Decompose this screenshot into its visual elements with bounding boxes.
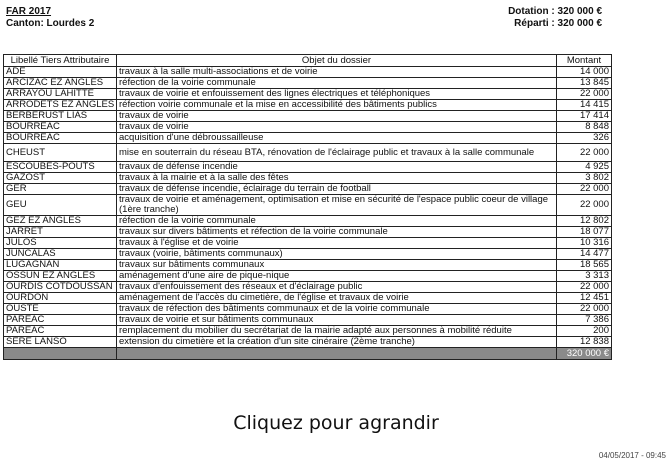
dotation-value: Dotation : 320 000 €: [508, 6, 602, 17]
total-amount: 320 000 €: [557, 348, 612, 360]
reparti-value: Réparti : 320 000 €: [514, 18, 602, 29]
canton-label: Canton: Lourdes 2: [6, 18, 95, 29]
montant-cell: 14 000: [557, 67, 612, 78]
montant-cell: 3 802: [557, 173, 612, 184]
montant-cell: 22 000: [557, 304, 612, 315]
table-row: [4, 227, 612, 238]
montant-cell: 18 077: [557, 227, 612, 238]
table-row: [4, 78, 612, 89]
montant-cell: 22 000: [557, 184, 612, 195]
table-row: [4, 260, 612, 271]
table-row: [4, 271, 612, 282]
objet-cell: réfection de la voirie communale: [117, 216, 557, 227]
objet-cell: travaux de réfection des bâtiments communaux et de la voirie communale: [117, 304, 557, 315]
tiers-cell: GEZ EZ ANGLES: [4, 216, 117, 227]
document-header-right: [508, 6, 602, 30]
objet-cell: travaux d'enfouissement des réseaux et d'éclairage public: [117, 282, 557, 293]
tiers-cell: BOURREAC: [4, 133, 117, 144]
montant-cell: 14 415: [557, 100, 612, 111]
total-row: [4, 348, 612, 360]
tiers-cell: OURDIS COTDOUSSAN: [4, 282, 117, 293]
allocation-table: [3, 54, 612, 360]
column-header-tiers: Libellé Tiers Attributaire: [4, 55, 117, 67]
table-header-row: [4, 55, 612, 67]
table-row: [4, 144, 612, 162]
montant-cell: 3 313: [557, 271, 612, 282]
tiers-cell: ARRAYOU LAHITTE: [4, 89, 117, 100]
tiers-cell: CHEUST: [4, 144, 117, 162]
montant-cell: 200: [557, 326, 612, 337]
table-row: [4, 100, 612, 111]
objet-cell: mise en souterrain du réseau BTA, rénovation de l'éclairage public et travaux à la salle communale: [117, 144, 557, 162]
timestamp: 04/05/2017 - 09:45: [598, 451, 666, 460]
tiers-cell: BERBERUST LIAS: [4, 111, 117, 122]
objet-cell: travaux à la mairie et à la salle des fêtes: [117, 173, 557, 184]
table-row: [4, 195, 612, 216]
montant-cell: 22 000: [557, 195, 612, 216]
tiers-cell: GER: [4, 184, 117, 195]
tiers-cell: ARRODETS EZ ANGLES: [4, 100, 117, 111]
objet-cell: travaux sur divers bâtiments et réfection de la voirie communale: [117, 227, 557, 238]
document-title: FAR 2017: [6, 6, 52, 17]
objet-cell: travaux de voirie: [117, 122, 557, 133]
objet-cell: travaux de voirie et enfouissement des lignes électriques et téléphoniques: [117, 89, 557, 100]
tiers-cell: ESCOUBES-POUTS: [4, 162, 117, 173]
montant-cell: 17 414: [557, 111, 612, 122]
enlarge-link[interactable]: Cliquez pour agrandir: [233, 412, 439, 434]
table-row: [4, 337, 612, 348]
objet-cell: extension du cimetière et la création d'un site cinéraire (2ème tranche): [117, 337, 557, 348]
tiers-cell: LUGAGNAN: [4, 260, 117, 271]
objet-cell: aménagement de l'accès du cimetière, de l'église et travaux de voirie: [117, 293, 557, 304]
montant-cell: 14 477: [557, 249, 612, 260]
objet-cell: travaux de défense incendie: [117, 162, 557, 173]
tiers-cell: ARCIZAC EZ ANGLES: [4, 78, 117, 89]
table-row: [4, 216, 612, 227]
table-row: [4, 162, 612, 173]
montant-cell: 12 802: [557, 216, 612, 227]
table-row: [4, 89, 612, 100]
objet-cell: travaux de voirie: [117, 111, 557, 122]
objet-cell: travaux de voirie et aménagement, optimisation et mise en sécurité de l'espace public coeur de village (1ère tranche): [117, 195, 557, 216]
column-header-montant: Montant: [557, 55, 612, 67]
montant-cell: 13 845: [557, 78, 612, 89]
objet-cell: aménagement d'une aire de pique-nique: [117, 271, 557, 282]
table-row: [4, 293, 612, 304]
tiers-cell: JARRET: [4, 227, 117, 238]
table-row: [4, 238, 612, 249]
tiers-cell: OSSUN EZ ANGLES: [4, 271, 117, 282]
tiers-cell: GEU: [4, 195, 117, 216]
montant-cell: 22 000: [557, 144, 612, 162]
table-row: [4, 173, 612, 184]
document-header-left: [6, 6, 94, 30]
tiers-cell: JULOS: [4, 238, 117, 249]
objet-cell: travaux sur bâtiments communaux: [117, 260, 557, 271]
table-row: [4, 133, 612, 144]
objet-cell: travaux à la salle multi-associations et de voirie: [117, 67, 557, 78]
objet-cell: réfection voirie communale et la mise en accessibilité des bâtiments publics: [117, 100, 557, 111]
table-row: [4, 249, 612, 260]
tiers-cell: OUSTE: [4, 304, 117, 315]
montant-cell: 12 451: [557, 293, 612, 304]
objet-cell: travaux (voirie, bâtiments communaux): [117, 249, 557, 260]
table-row: [4, 304, 612, 315]
tiers-cell: ADE: [4, 67, 117, 78]
montant-cell: 22 000: [557, 282, 612, 293]
objet-cell: remplacement du mobilier du secrétariat de la mairie adapté aux personnes à mobilité réduite: [117, 326, 557, 337]
column-header-objet: Objet du dossier: [117, 55, 557, 67]
tiers-cell: BOURREAC: [4, 122, 117, 133]
montant-cell: 7 386: [557, 315, 612, 326]
table-row: [4, 184, 612, 195]
table-row: [4, 282, 612, 293]
total-blank-cell: [117, 348, 557, 360]
table-row: [4, 122, 612, 133]
tiers-cell: SERE LANSO: [4, 337, 117, 348]
montant-cell: 22 000: [557, 89, 612, 100]
objet-cell: travaux de défense incendie, éclairage du terrain de football: [117, 184, 557, 195]
montant-cell: 12 838: [557, 337, 612, 348]
objet-cell: acquisition d'une débroussailleuse: [117, 133, 557, 144]
tiers-cell: JUNCALAS: [4, 249, 117, 260]
objet-cell: travaux à l'église et de voirie: [117, 238, 557, 249]
objet-cell: travaux de voirie et sur bâtiments communaux: [117, 315, 557, 326]
montant-cell: 10 316: [557, 238, 612, 249]
montant-cell: 326: [557, 133, 612, 144]
table-row: [4, 315, 612, 326]
tiers-cell: GAZOST: [4, 173, 117, 184]
montant-cell: 4 925: [557, 162, 612, 173]
objet-cell: réfection de la voirie communale: [117, 78, 557, 89]
tiers-cell: OURDON: [4, 293, 117, 304]
table-row: [4, 111, 612, 122]
montant-cell: 8 848: [557, 122, 612, 133]
montant-cell: 18 565: [557, 260, 612, 271]
table-row: [4, 326, 612, 337]
tiers-cell: PAREAC: [4, 326, 117, 337]
tiers-cell: PAREAC: [4, 315, 117, 326]
table-row: [4, 67, 612, 78]
total-blank-cell: [4, 348, 117, 360]
